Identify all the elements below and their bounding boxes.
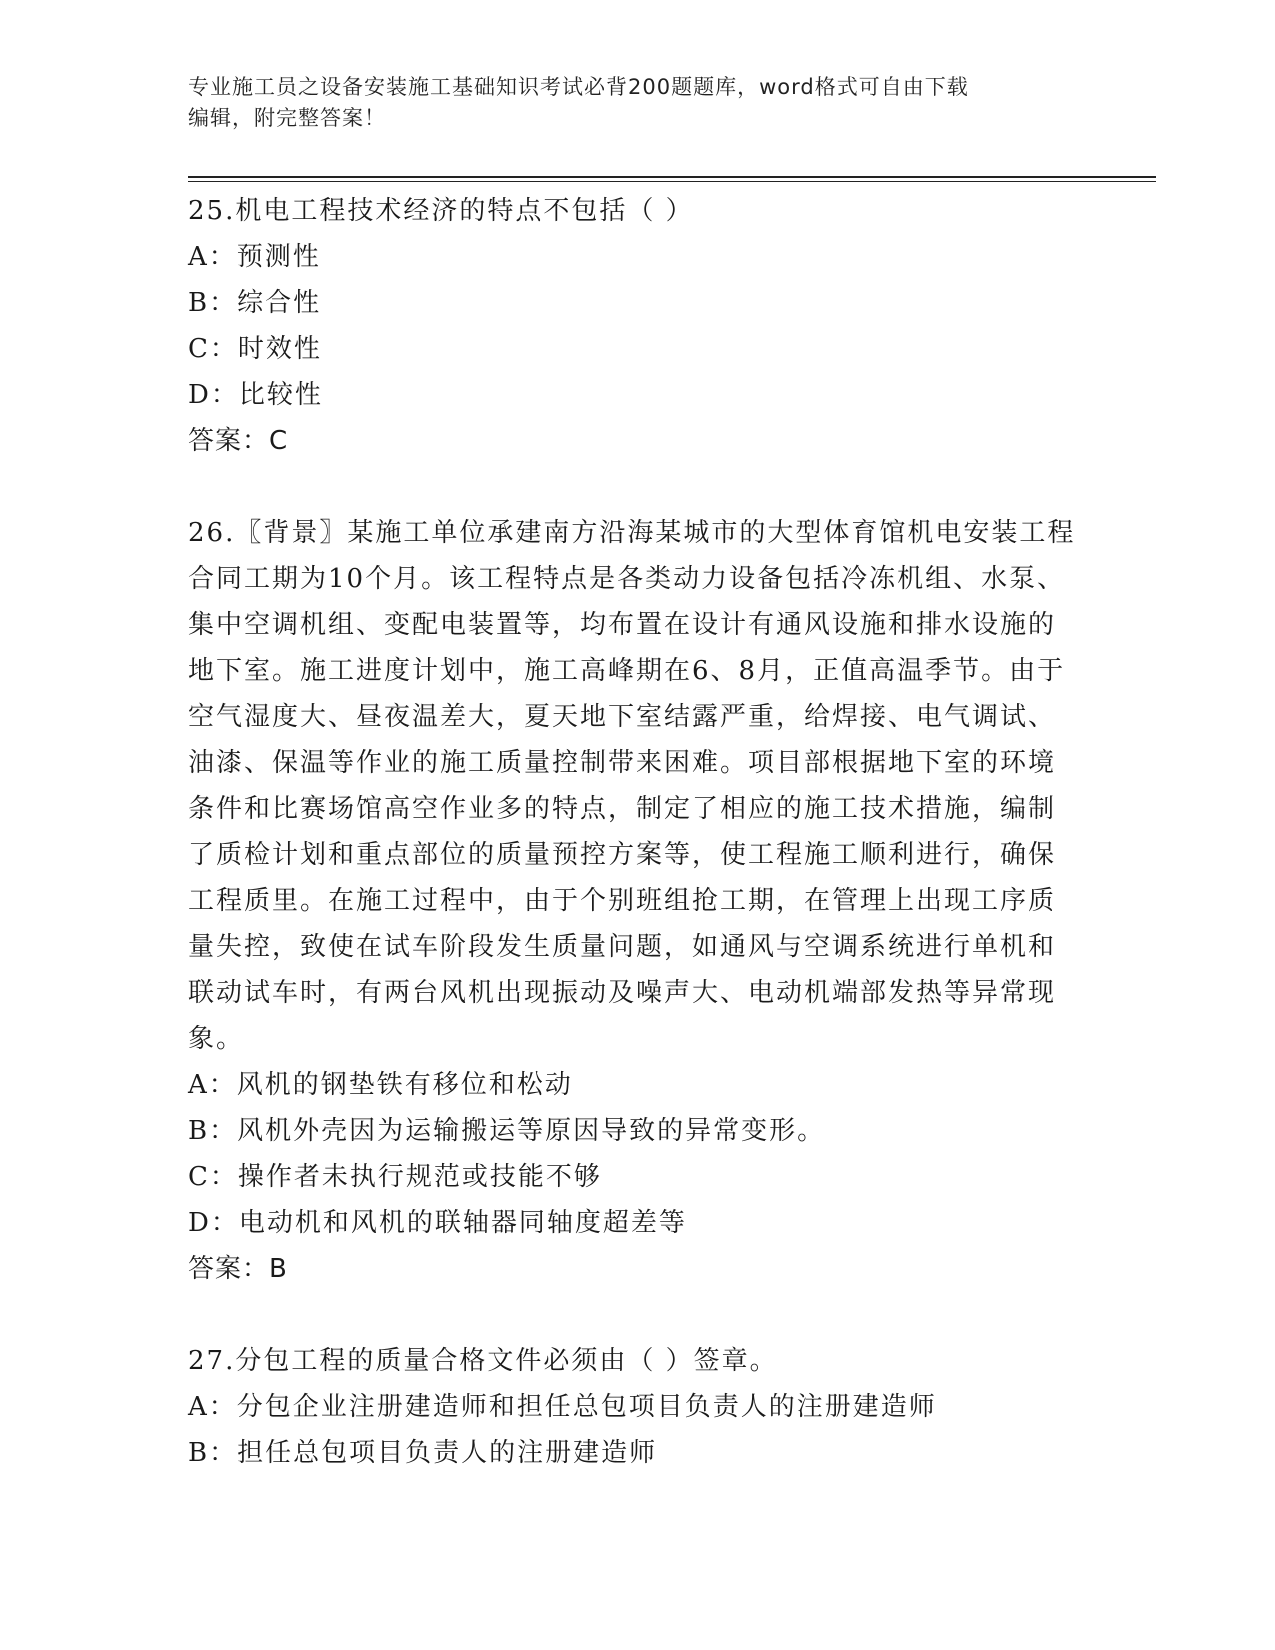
question-26 bbox=[188, 510, 1078, 1292]
option-d: D：比较性 bbox=[188, 380, 323, 410]
option-b: B：担任总包项目负责人的注册建造师 bbox=[188, 1438, 658, 1468]
question-stem: 26.〖背景〗某施工单位承建南方沿海某城市的大型体育馆机电安装工程合同工期为10个月。该工程特点是各类动力设备包括冷冻机组、水泵、集中空调机组、变配电装置等，均布置在设计有通风设施和排水设施的地下室。施工进度计划中，施工高峰期在6、8月，正值高温季节。由于空气湿度大、昼夜温差大，夏天地下室结露严重，给焊接、电气调试、油漆、保温等作业的施工质量控制带来困难。项目部根据地下室的环境条件和比赛场馆高空作业多的特点，制定了相应的施工技术措施，编制了质检计划和重点部位的质量预控方案等，使工程施工顺利进行，确保工程质里。在施工过程中，由于个别班组抢工期，在管理上出现工序质量失控，致使在试车阶段发生质量问题，如通风与空调系统进行单机和联动试车时，有两台风机出现振动及噪声大、电动机端部发热等异常现象。 bbox=[188, 518, 1076, 1054]
option-b: B：综合性 bbox=[188, 288, 322, 318]
option-a: A：分包企业注册建造师和担任总包项目负责人的注册建造师 bbox=[188, 1392, 937, 1422]
question-stem: 25.机电工程技术经济的特点不包括（ ） bbox=[188, 196, 694, 226]
header-title-line-1: 专业施工员之设备安装施工基础知识考试必背200题题库，word格式可自由下载 bbox=[188, 75, 969, 99]
answer: 答案：C bbox=[188, 426, 289, 456]
question-spacer bbox=[188, 464, 1078, 510]
answer: 答案：B bbox=[188, 1254, 288, 1284]
option-a: A：预测性 bbox=[188, 242, 321, 272]
option-b: B：风机外壳因为运输搬运等原因导致的异常变形。 bbox=[188, 1116, 826, 1146]
question-spacer bbox=[188, 1292, 1078, 1338]
header-divider-thin bbox=[188, 181, 1156, 182]
option-d: D：电动机和风机的联轴器同轴度超差等 bbox=[188, 1208, 687, 1238]
question-list bbox=[188, 188, 1078, 1476]
option-c: C：操作者未执行规范或技能不够 bbox=[188, 1162, 602, 1192]
question-stem: 27.分包工程的质量合格文件必须由（ ）签章。 bbox=[188, 1346, 778, 1376]
option-c: C：时效性 bbox=[188, 334, 322, 364]
header-title-line-2: 编辑，附完整答案！ bbox=[188, 106, 386, 130]
header-divider-thick bbox=[188, 176, 1156, 178]
question-25 bbox=[188, 188, 1078, 464]
question-27 bbox=[188, 1338, 1078, 1476]
option-a: A：风机的钢垫铁有移位和松动 bbox=[188, 1070, 573, 1100]
document-header bbox=[188, 72, 1068, 134]
